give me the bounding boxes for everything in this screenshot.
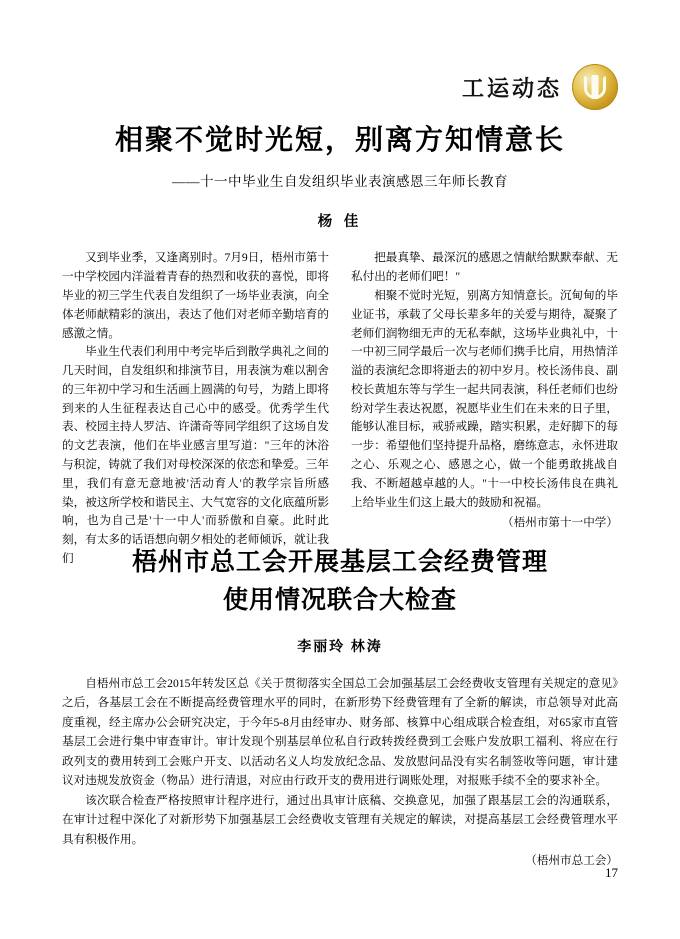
article-columns bbox=[62, 249, 618, 568]
masthead-label: 工运动态 bbox=[461, 75, 562, 102]
article-byline: 李丽玲 林涛 bbox=[297, 640, 383, 655]
paragraph: 毕业生代表们利用中考完毕后到散学典礼之间的几天时间，自发组织和排演节目，用表演为难以割舍的三年初中学习和生活画上圆满的句号，为踏上即将到来的人生征程表达自己心中的感受。优秀学生代表、校园主持人罗洁、许潇奇等同学组织了这场自发的文艺表演，他们在毕业感言里写道："三年的沐浴与积淀，铸就了我们对母校深深的依恋和挚爱。三年里，我们有意无意地被'活动育人'的教学宗旨所感染，被这所学校和谐民主、大气宽容的文化底蕴所影响，也为自己是'十一中人'而骄傲和自豪。此时此刻，有太多的话语想向朝夕相处的老师倾诉，就让我们 bbox=[62, 345, 329, 565]
article-title-line-2: 使用情况联合大检查 bbox=[222, 584, 457, 614]
article-column-left bbox=[62, 249, 329, 568]
paragraph: 该次联合检查严格按照审计程序进行，通过出具审计底稿、交换意见，加强了跟基层工会的沟通联系，在审计过程中深化了对新形势下加强基层工会经费收支管理有关规定的解读，对提高基层工会经费管理水平具有积极作用。 bbox=[62, 793, 618, 846]
masthead bbox=[462, 64, 618, 110]
article-title-line-1: 梧州市总工会开展基层工会经费管理 bbox=[131, 547, 548, 576]
article-column-right bbox=[351, 249, 618, 568]
article-union-inspection bbox=[62, 543, 618, 871]
article-graduation bbox=[62, 122, 618, 569]
page-number: 17 bbox=[605, 865, 618, 880]
article-byline: 杨 佳 bbox=[317, 214, 363, 231]
paragraph: 相聚不觉时光短，别离方知情意长。沉甸甸的毕业证书，承载了父母长辈多年的关爱与期待，凝聚了老师们润物细无声的无私奉献，这场毕业典礼中，十一中初三同学最后一次与老师们携手比肩，用热情洋溢的表演纪念即将逝去的初中岁月。校长汤伟良、副校长黄旭东等与学生一起共同表演，科任老师们也纷纷对学生表达祝愿，祝愿毕业生们在未来的日子里，能够认准目标，戒骄戒躁，踏实积累，走好脚下的每一步：希望他们坚持提升品格，磨练意志，永怀进取之心、乐观之心、感恩之心，做一个能勇敢挑战自我、不断超越卓越的人。"十一中校长汤伟良在典礼上给毕业生们这上最大的鼓励和祝福。 bbox=[351, 288, 618, 509]
article-subtitle: ——十一中毕业生自发组织毕业表演感恩三年师长教育 bbox=[172, 174, 508, 190]
paragraph: 又到毕业季，又逢离别时。7月9日，梧州市第十一中学校园内洋溢着青春的热烈和收获的喜悦，即将毕业的初三学生代表自发组织了一场毕业表演，向全体老师献精彩的演出，表达了他们对老师辛勤培育的感激之情。 bbox=[62, 251, 329, 340]
page-title: 相聚不觉时光短，别离方知情意长 bbox=[114, 123, 565, 156]
union-emblem-icon bbox=[572, 64, 618, 110]
article-body bbox=[62, 674, 618, 871]
article-title bbox=[62, 543, 618, 618]
article-source: （梧州市总工会） bbox=[525, 854, 618, 868]
paragraph: 把最真挚、最深沉的感恩之情献给默默奉献、无私付出的老师们吧！" bbox=[351, 251, 618, 284]
article-source: （梧州市第十一中学） bbox=[502, 516, 618, 530]
paragraph: 自梧州市总工会2015年转发区总《关于贯彻落实全国总工会加强基层工会经费收支管理有关规定的意见》之后，各基层工会在不断提高经费管理水平的同时，在新形势下经费管理有了全新的解读，市总领导对此高度重视，经主席办公会研究决定，于今年5-8月由经审办、财务部、核算中心组成联合检查组，对65家市直管基层工会进行集中审查审计。审计发现个别基层单位私自行政转拨经费到工会账户发放职工福利、将应在行政列支的费用转到工会账户开支、以活动名义人均发放纪念品、发放慰问品没有实名制签收等问题，审计建议对违规发放资金（物品）进行清退，对应由行政开支的费用进行调账处理，对报账手续不全的要求补全。 bbox=[62, 677, 618, 788]
